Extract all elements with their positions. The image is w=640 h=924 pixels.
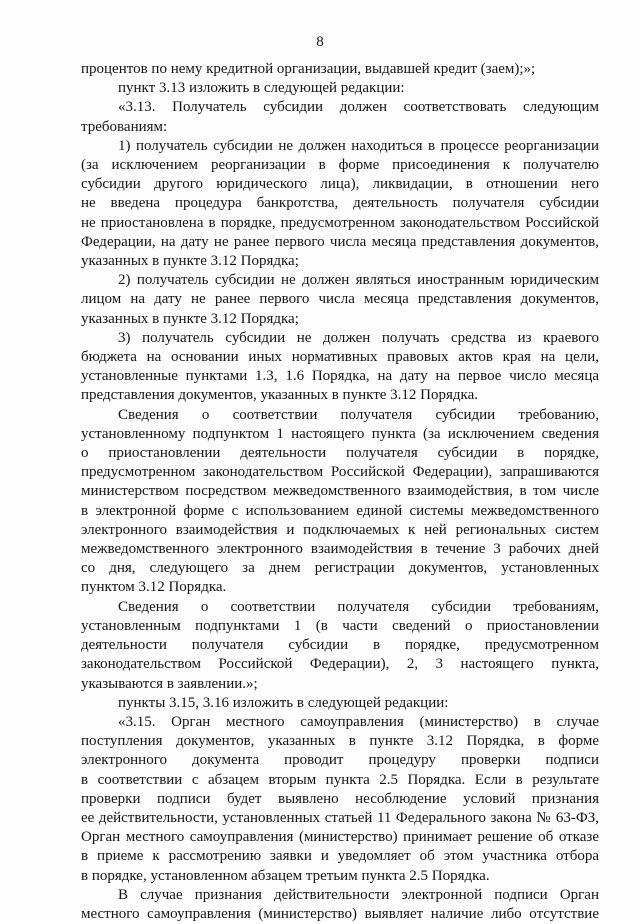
- text-line: пунктом 3.12 Порядка.: [81, 579, 227, 596]
- text-line: местного самоуправления (министерство) выявляет наличие либо отсутствие: [81, 905, 599, 922]
- text-line: в соответствии с абзацем вторым пункта 2.5 Порядка. Если в результате: [81, 771, 599, 788]
- text-line: ее действительности, установленных статьей 11 Федерального закона № 63-ФЗ,: [81, 809, 599, 826]
- text-line: со дня, следующего за днем регистрации документов, установленных: [81, 560, 599, 577]
- text-line: 3) получатель субсидии не должен получать средства из краевого: [118, 329, 599, 346]
- text-line: Сведения о соответствии получателя субсидии требованиям,: [118, 598, 599, 615]
- text-line: не введена процедура банкротства, деятельность получателя субсидии: [81, 195, 599, 212]
- text-line: установленным подпунктами 1 (в части сведений о приостановлении: [81, 617, 599, 634]
- text-line: указываются в заявлении.»;: [81, 675, 258, 692]
- text-line: электронного взаимодействия и подключаемых к ней региональных систем: [81, 521, 599, 538]
- text-line: законодательством Российской Федерации), 2, 3 настоящего пункта,: [81, 656, 599, 673]
- text-line: в порядке, установленном абзацем третьим пункта 2.5 Порядка.: [81, 867, 490, 884]
- text-line: в электронной форме с использованием единой системы межведомственного: [81, 502, 599, 519]
- text-line: процентов по нему кредитной организации, выдавшей кредит (заем);»;: [81, 61, 536, 77]
- text-line: Сведения о соответствии получателя субсидии требованию,: [118, 406, 599, 423]
- text-line: пункты 3.15, 3.16 изложить в следующей редакции:: [118, 694, 449, 711]
- text-line: поступления документов, указанных в пункте 3.12 Порядка, в форме: [81, 733, 599, 750]
- text-line: Федерации, на дату не ранее первого числа месяца представления документов,: [81, 233, 599, 250]
- page-number: 8: [316, 34, 324, 50]
- text-line: указанных в пункте 3.12 Порядка;: [81, 310, 299, 327]
- text-line: 1) получатель субсидии не должен находиться в процессе реорганизации: [118, 137, 599, 154]
- text-line: Орган местного самоуправления (министерство) принимает решение об отказе: [81, 829, 599, 846]
- text-line: о приостановлении деятельности получателя субсидии в порядке,: [81, 445, 599, 462]
- text-line: В случае признания действительности электронной подписи Орган: [118, 886, 599, 903]
- text-line: требованиям:: [81, 118, 168, 135]
- text-line: не приостановлена в порядке, предусмотренном законодательством Российской: [81, 214, 599, 231]
- text-line: предусмотренном законодательством Российской Федерации), запрашиваются: [81, 464, 599, 481]
- document-body: [81, 60, 599, 924]
- text-line: «3.15. Орган местного самоуправления (министерство) в случае: [118, 713, 599, 730]
- text-line: деятельности получателя субсидии в порядке, предусмотренном: [81, 637, 599, 654]
- text-line: 2) получатель субсидии не должен являться иностранным юридическим: [118, 272, 599, 289]
- text-line: «3.13. Получатель субсидии должен соответствовать следующим: [118, 99, 599, 116]
- text-line: указанных в пункте 3.12 Порядка;: [81, 253, 299, 270]
- text-line: межведомственного электронного взаимодействия в течение 3 рабочих дней: [81, 541, 599, 558]
- text-line: электронного документа проводит процедуру проверки подписи: [81, 752, 599, 769]
- text-line: (за исключением реорганизации в форме присоединения к получателю: [81, 157, 599, 174]
- text-line: министерством посредством межведомственного взаимодействия, в том числе: [81, 483, 599, 500]
- text-line: пункт 3.13 изложить в следующей редакции:: [118, 80, 405, 97]
- text-line: лицом на дату не ранее первого числа месяца представления документов,: [81, 291, 599, 308]
- text-line: бюджета на основании иных нормативных правовых актов края на цели,: [81, 349, 599, 366]
- text-line: представления документов, указанных в пункте 3.12 Порядка.: [81, 387, 478, 404]
- text-line: проверки подписи будет выявлено несоблюдение условий признания: [81, 790, 599, 807]
- text-line: в приеме к рассмотрению заявки и уведомляет об этом участника отбора: [81, 848, 599, 865]
- text-line: установленные пунктами 1.3, 1.6 Порядка, на дату на первое число месяца: [81, 368, 599, 385]
- text-line: установленному подпунктом 1 настоящего пункта (за исключением сведения: [81, 425, 599, 442]
- text-line: субсидии другого юридического лица), ликвидации, в отношении него: [81, 176, 599, 193]
